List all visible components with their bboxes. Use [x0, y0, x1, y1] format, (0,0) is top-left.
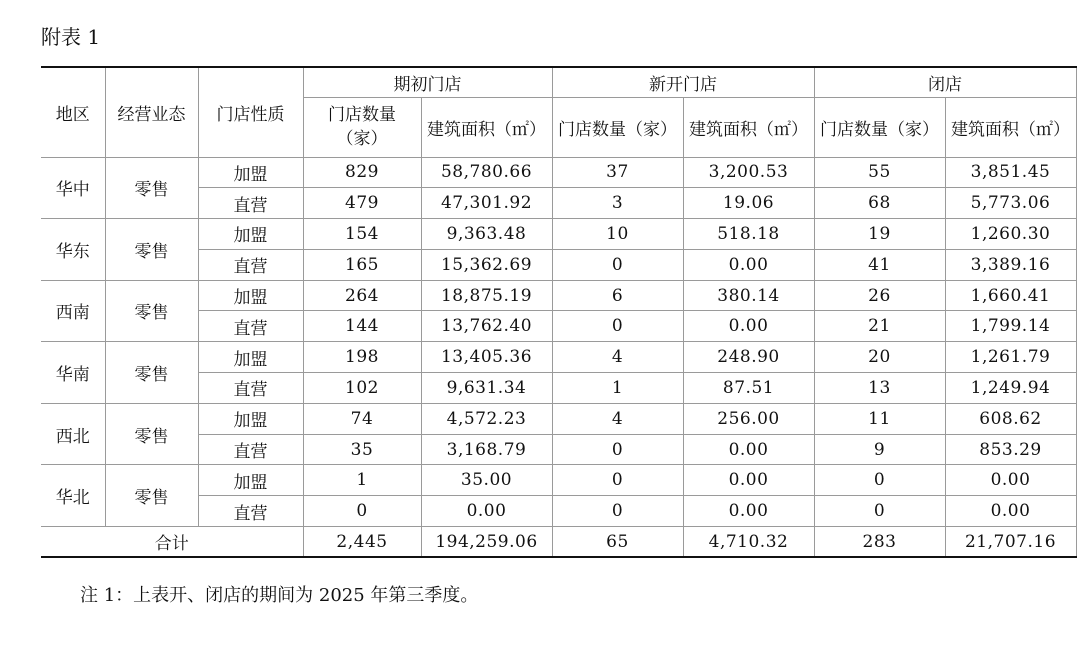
header-opening-count	[303, 97, 421, 157]
opening-area-cell: 35.00	[421, 465, 552, 496]
table-row	[41, 280, 1076, 311]
opening-area-cell: 13,405.36	[421, 342, 552, 373]
opening-count-cell: 264	[303, 280, 421, 311]
header-new-area: 建筑面积（㎡）	[683, 97, 814, 157]
total-opening-area: 194,259.06	[421, 527, 552, 558]
header-closed-count: 门店数量（家）	[814, 97, 945, 157]
total-new-count: 65	[552, 527, 683, 558]
total-closed-area: 21,707.16	[945, 527, 1076, 558]
nature-cell: 直营	[198, 311, 303, 342]
nature-cell: 直营	[198, 188, 303, 219]
nature-cell: 加盟	[198, 403, 303, 434]
new-area-cell: 256.00	[683, 403, 814, 434]
new-count-cell: 1	[552, 373, 683, 404]
closed-count-cell: 21	[814, 311, 945, 342]
new-count-cell: 0	[552, 434, 683, 465]
new-count-cell: 0	[552, 311, 683, 342]
table-row	[41, 342, 1076, 373]
nature-cell: 加盟	[198, 280, 303, 311]
new-count-cell: 0	[552, 496, 683, 527]
table-row	[41, 403, 1076, 434]
opening-area-cell: 18,875.19	[421, 280, 552, 311]
opening-count-cell: 198	[303, 342, 421, 373]
closed-area-cell: 1,261.79	[945, 342, 1076, 373]
header-opening-count-line2: （家）	[336, 129, 388, 149]
opening-count-cell: 165	[303, 249, 421, 280]
closed-count-cell: 68	[814, 188, 945, 219]
region-cell: 华中	[41, 157, 105, 219]
opening-area-cell: 9,363.48	[421, 219, 552, 250]
new-count-cell: 3	[552, 188, 683, 219]
nature-cell: 加盟	[198, 219, 303, 250]
format-cell: 零售	[105, 280, 198, 342]
total-new-area: 4,710.32	[683, 527, 814, 558]
opening-count-cell: 1	[303, 465, 421, 496]
new-count-cell: 0	[552, 465, 683, 496]
new-area-cell: 3,200.53	[683, 157, 814, 188]
store-table	[41, 66, 1077, 558]
opening-count-cell: 102	[303, 373, 421, 404]
closed-count-cell: 13	[814, 373, 945, 404]
nature-cell: 直营	[198, 249, 303, 280]
closed-area-cell: 1,260.30	[945, 219, 1076, 250]
new-area-cell: 0.00	[683, 311, 814, 342]
header-region: 地区	[41, 67, 105, 157]
closed-area-cell: 853.29	[945, 434, 1076, 465]
opening-area-cell: 58,780.66	[421, 157, 552, 188]
region-cell: 西南	[41, 280, 105, 342]
closed-area-cell: 608.62	[945, 403, 1076, 434]
new-count-cell: 37	[552, 157, 683, 188]
nature-cell: 直营	[198, 434, 303, 465]
closed-area-cell: 1,660.41	[945, 280, 1076, 311]
closed-count-cell: 55	[814, 157, 945, 188]
header-group-new: 新开门店	[552, 67, 814, 97]
opening-count-cell: 479	[303, 188, 421, 219]
format-cell: 零售	[105, 465, 198, 527]
region-cell: 华东	[41, 219, 105, 281]
format-cell: 零售	[105, 403, 198, 465]
closed-count-cell: 0	[814, 496, 945, 527]
closed-area-cell: 3,851.45	[945, 157, 1076, 188]
region-cell: 华北	[41, 465, 105, 527]
opening-count-cell: 0	[303, 496, 421, 527]
total-label: 合计	[41, 527, 303, 558]
opening-area-cell: 4,572.23	[421, 403, 552, 434]
region-cell: 华南	[41, 342, 105, 404]
closed-count-cell: 41	[814, 249, 945, 280]
closed-count-cell: 0	[814, 465, 945, 496]
opening-area-cell: 13,762.40	[421, 311, 552, 342]
closed-count-cell: 9	[814, 434, 945, 465]
header-group-opening: 期初门店	[303, 67, 552, 97]
opening-area-cell: 3,168.79	[421, 434, 552, 465]
region-cell: 西北	[41, 403, 105, 465]
opening-area-cell: 15,362.69	[421, 249, 552, 280]
format-cell: 零售	[105, 219, 198, 281]
nature-cell: 直营	[198, 373, 303, 404]
nature-cell: 加盟	[198, 157, 303, 188]
new-area-cell: 0.00	[683, 434, 814, 465]
opening-area-cell: 9,631.34	[421, 373, 552, 404]
header-closed-area: 建筑面积（㎡）	[945, 97, 1076, 157]
opening-count-cell: 154	[303, 219, 421, 250]
closed-count-cell: 11	[814, 403, 945, 434]
header-format: 经营业态	[105, 67, 198, 157]
format-cell: 零售	[105, 157, 198, 219]
new-count-cell: 0	[552, 249, 683, 280]
nature-cell: 加盟	[198, 342, 303, 373]
table-row	[41, 465, 1076, 496]
table-caption: 附表 1	[41, 25, 101, 49]
closed-count-cell: 26	[814, 280, 945, 311]
nature-cell: 直营	[198, 496, 303, 527]
table-row	[41, 157, 1076, 188]
new-count-cell: 4	[552, 403, 683, 434]
new-area-cell: 0.00	[683, 249, 814, 280]
closed-area-cell: 1,799.14	[945, 311, 1076, 342]
total-opening-count: 2,445	[303, 527, 421, 558]
new-area-cell: 0.00	[683, 496, 814, 527]
opening-count-cell: 74	[303, 403, 421, 434]
opening-count-cell: 829	[303, 157, 421, 188]
footnote: 注 1：上表开、闭店的期间为 2025 年第三季度。	[80, 585, 479, 606]
table-row	[41, 219, 1076, 250]
new-area-cell: 87.51	[683, 373, 814, 404]
header-new-count: 门店数量（家）	[552, 97, 683, 157]
new-area-cell: 380.14	[683, 280, 814, 311]
header-nature: 门店性质	[198, 67, 303, 157]
closed-area-cell: 5,773.06	[945, 188, 1076, 219]
total-closed-count: 283	[814, 527, 945, 558]
new-count-cell: 4	[552, 342, 683, 373]
header-opening-area: 建筑面积（㎡）	[421, 97, 552, 157]
closed-area-cell: 0.00	[945, 496, 1076, 527]
format-cell: 零售	[105, 342, 198, 404]
nature-cell: 加盟	[198, 465, 303, 496]
new-area-cell: 518.18	[683, 219, 814, 250]
new-count-cell: 6	[552, 280, 683, 311]
closed-count-cell: 20	[814, 342, 945, 373]
new-area-cell: 248.90	[683, 342, 814, 373]
new-area-cell: 0.00	[683, 465, 814, 496]
opening-area-cell: 0.00	[421, 496, 552, 527]
new-count-cell: 10	[552, 219, 683, 250]
closed-area-cell: 0.00	[945, 465, 1076, 496]
total-row	[41, 527, 1076, 558]
closed-count-cell: 19	[814, 219, 945, 250]
closed-area-cell: 1,249.94	[945, 373, 1076, 404]
new-area-cell: 19.06	[683, 188, 814, 219]
opening-count-cell: 144	[303, 311, 421, 342]
opening-area-cell: 47,301.92	[421, 188, 552, 219]
header-opening-count-line1: 门店数量	[328, 105, 396, 125]
closed-area-cell: 3,389.16	[945, 249, 1076, 280]
header-group-closed: 闭店	[814, 67, 1076, 97]
opening-count-cell: 35	[303, 434, 421, 465]
